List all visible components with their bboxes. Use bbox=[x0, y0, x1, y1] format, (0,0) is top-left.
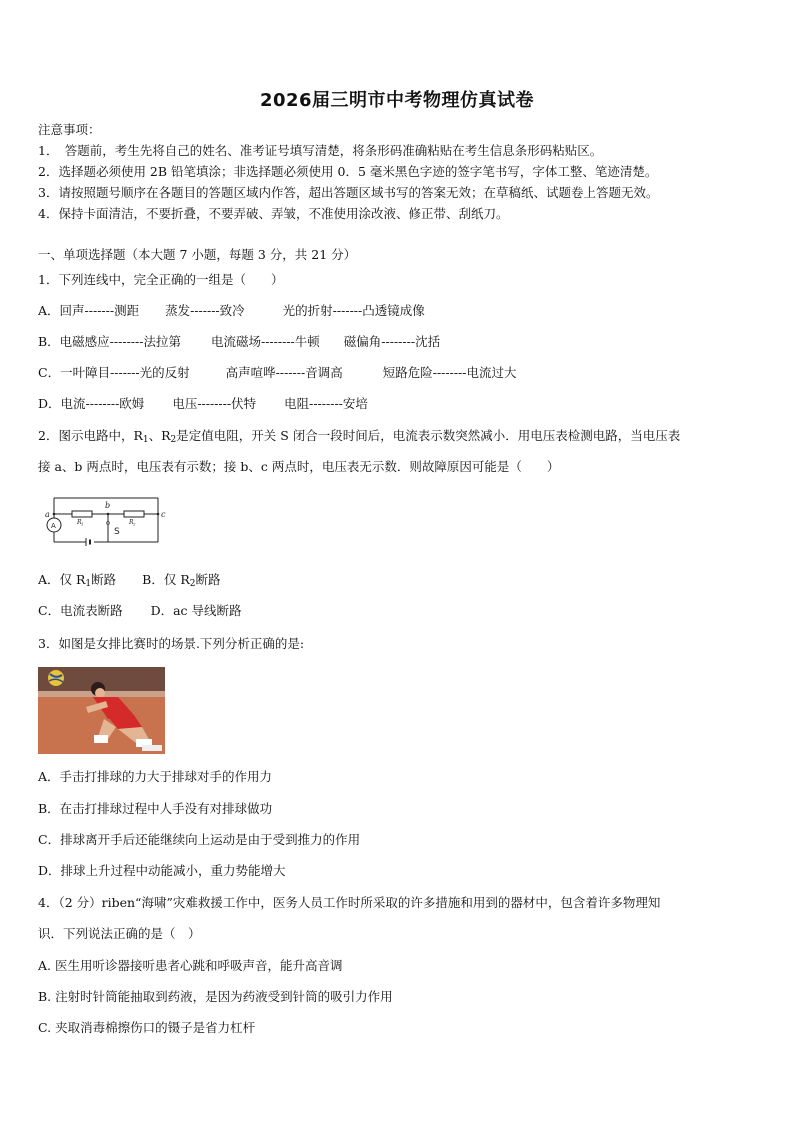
q1-option-b bbox=[38, 334, 440, 350]
q2-options-ab bbox=[38, 572, 221, 592]
notice-item-2: 2．选择题必须使用 2B 铅笔填涂；非选择题必须使用 0．5 毫米黑色字迹的签字笔书写，字体工整、笔迹清楚。 bbox=[38, 164, 658, 179]
q2-stem-part: 、R bbox=[148, 428, 171, 443]
label-r2-sub: 2 bbox=[133, 521, 136, 527]
q4-stem: 4．（2 分）riben“海啸”灾难救援工作中，医务人员工作时所采取的许多措施和用到的器材中，包含着许多物理知 bbox=[38, 895, 661, 910]
page-title: 2026届三明市中考物理仿真试卷 bbox=[259, 90, 535, 111]
q1-a-1: A．回声-------测距 bbox=[38, 303, 140, 318]
q4-stem-line2: 识．下列说法正确的是（ ） bbox=[38, 926, 201, 941]
q2-option-a: A．仅 R bbox=[38, 572, 86, 587]
q1-c-2: 高声喧哗-------音调高 bbox=[225, 365, 343, 380]
q2-option-c: C．电流表断路 bbox=[38, 603, 123, 618]
q1-option-a bbox=[38, 303, 425, 319]
junction-c bbox=[157, 513, 160, 516]
volleyball-photo bbox=[38, 667, 165, 754]
q1-a-2: 蒸发-------致冷 bbox=[165, 303, 245, 318]
subscript: 1 bbox=[142, 435, 149, 445]
q4-option-a: A. 医生用听诊器接听患者心跳和呼吸声音，能升高音调 bbox=[38, 958, 343, 973]
q2-stem-part: 是定值电阻，开关 S 闭合一段时间后，电流表示数突然减小．用电压表检测电路，当电压表 bbox=[176, 428, 681, 443]
subscript: 2 bbox=[170, 435, 177, 445]
subscript: 1 bbox=[85, 579, 92, 589]
junction-b bbox=[107, 513, 110, 516]
q2-stem-line2: 接 a、b 两点时，电压表有示数；接 b、c 两点时，电压表无示数．则故障原因可能是（ ） bbox=[38, 459, 560, 474]
q1-a-3: 光的折射-------凸透镜成像 bbox=[282, 303, 425, 318]
resistor-r1 bbox=[72, 511, 92, 517]
q3-option-d: D．排球上升过程中动能减小，重力势能增大 bbox=[38, 863, 286, 878]
q3-stem: 3．如图是女排比赛时的场景.下列分析正确的是: bbox=[38, 636, 305, 651]
q1-d-3: 电阻--------安培 bbox=[284, 396, 368, 411]
label-b: b bbox=[105, 501, 111, 510]
label-r1-sub: 1 bbox=[81, 521, 84, 527]
section-heading: 一、单项选择题（本大题 7 小题，每题 3 分，共 21 分） bbox=[38, 247, 357, 262]
label-c: c bbox=[161, 510, 166, 519]
q2-stem-part: 2．图示电路中，R bbox=[38, 428, 143, 443]
notice-item-3: 3．请按照题号顺序在各题目的答题区域内作答，超出答题区域书写的答案无效；在草稿纸、试题卷上答题无效。 bbox=[38, 185, 659, 200]
q3-option-c: C．排球离开手后还能继续向上运动是由于受到推力的作用 bbox=[38, 832, 361, 847]
label-ammeter: A bbox=[51, 522, 56, 530]
q1-b-1: B．电磁感应--------法拉第 bbox=[38, 334, 181, 349]
label-a: a bbox=[45, 510, 50, 519]
q1-c-1: C．一叶障目-------光的反射 bbox=[38, 365, 190, 380]
q4-option-b: B. 注射时针筒能抽取到药液，是因为药液受到针筒的吸引力作用 bbox=[38, 989, 393, 1004]
q2-option-b-tail: 断路 bbox=[195, 572, 221, 587]
q2-option-b: B．仅 R bbox=[142, 572, 190, 587]
q4-option-c: C. 夹取消毒棉擦伤口的镊子是省力杠杆 bbox=[38, 1020, 256, 1035]
q1-d-1: D．电流--------欧姆 bbox=[38, 396, 145, 411]
circuit-diagram bbox=[40, 494, 170, 554]
q2-option-a-tail: 断路 bbox=[91, 572, 117, 587]
notice-item-4: 4．保持卡面清洁，不要折叠，不要弄破、弄皱，不准使用涂改液、修正带、刮纸刀。 bbox=[38, 206, 509, 221]
q3-option-a: A．手击打排球的力大于排球对手的作用力 bbox=[38, 769, 273, 784]
resistor-r2 bbox=[124, 511, 144, 517]
q1-b-2: 电流磁场--------牛顿 bbox=[210, 334, 320, 349]
q3-option-b: B．在击打排球过程中人手没有对排球做功 bbox=[38, 801, 273, 816]
label-r1: R bbox=[77, 519, 82, 526]
q2-option-d: D．ac 导线断路 bbox=[150, 603, 242, 618]
q1-b-3: 磁偏角--------沈括 bbox=[343, 334, 441, 349]
q1-option-c bbox=[38, 365, 517, 381]
q1-option-d bbox=[38, 396, 368, 412]
notice-heading: 注意事项： bbox=[38, 122, 101, 137]
label-r2: R bbox=[129, 519, 134, 526]
junction-a bbox=[53, 513, 56, 516]
q1-stem: 1．下列连线中，完全正确的一组是（ ） bbox=[38, 272, 284, 287]
notice-item-1: 1． 答题前，考生先将自己的姓名、准考证号填写清楚，将条形码准确粘贴在考生信息条形码粘贴区。 bbox=[38, 143, 603, 158]
q2-options-cd bbox=[38, 603, 242, 619]
subscript: 2 bbox=[189, 579, 196, 589]
q1-d-2: 电压--------伏特 bbox=[172, 396, 257, 411]
ball-icon bbox=[48, 670, 64, 686]
q2-stem bbox=[38, 428, 680, 448]
switch-s bbox=[107, 522, 110, 525]
q1-c-3: 短路危险--------电流过大 bbox=[382, 365, 517, 380]
label-s: S bbox=[114, 527, 120, 537]
